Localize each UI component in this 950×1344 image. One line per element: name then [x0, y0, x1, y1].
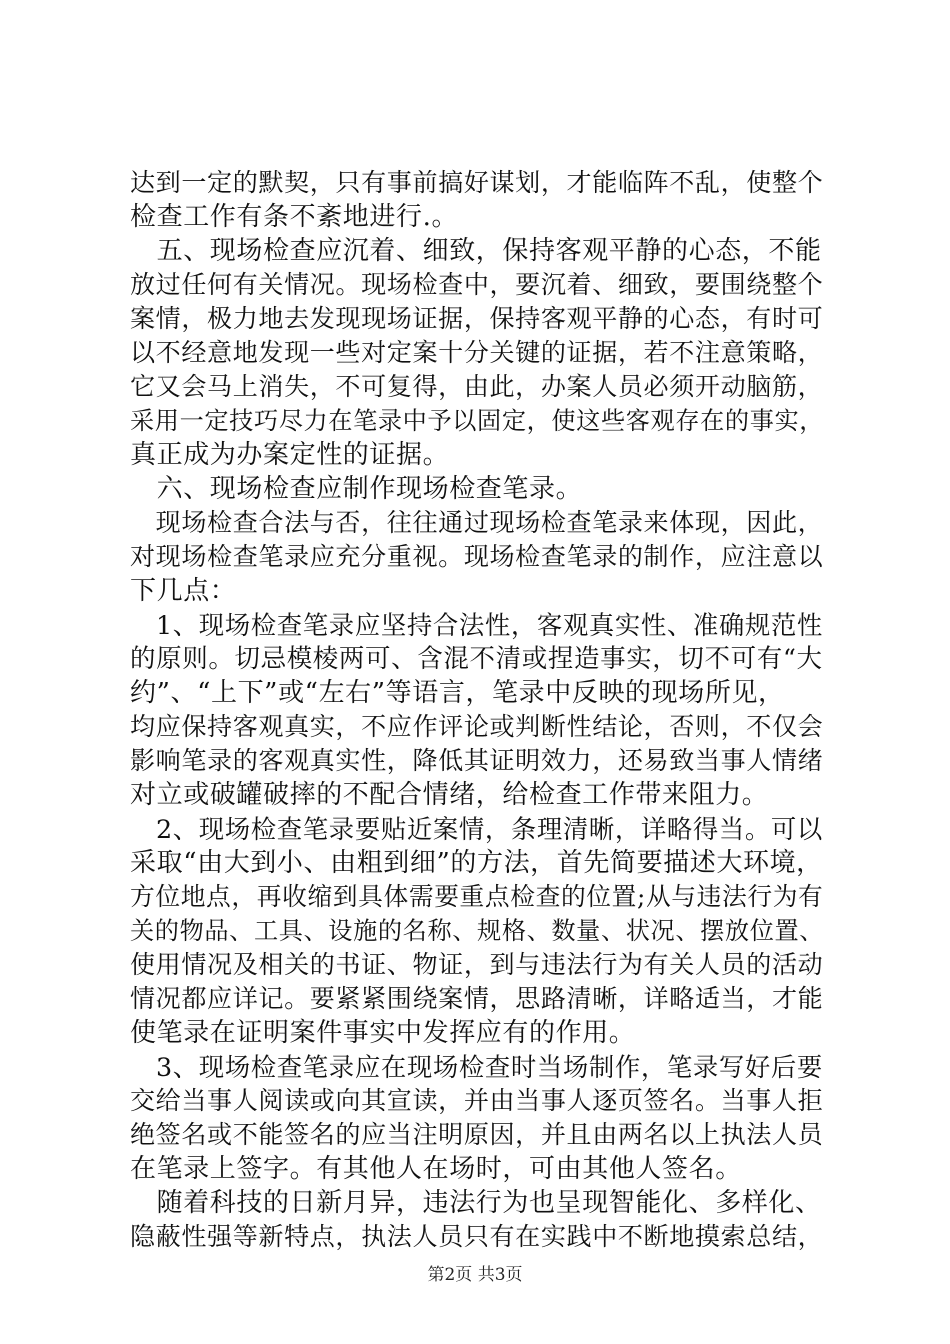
- text-line: 下几点：: [130, 576, 237, 606]
- text-line: 现场检查合法与否，往往通过现场检查笔录来体现，因此，: [130, 508, 824, 537]
- document-body: [130, 166, 830, 1254]
- text-line: 交给当事人阅读或向其宣读，并由当事人逐页签名。当事人拒: [130, 1086, 824, 1115]
- text-line: 使用情况及相关的书证、物证，到与违法行为有关人员的活动: [130, 950, 824, 979]
- text-line: 方位地点，再收缩到具体需要重点检查的位置;从与违法行为有: [130, 882, 824, 911]
- text-line: 采用一定技巧尽力在笔录中予以固定，使这些客观存在的事实，: [130, 407, 825, 435]
- text-line: 3、现场检查笔录应在现场检查时当场制作，笔录写好后要: [130, 1052, 823, 1082]
- text-line: 采取“由大到小、由粗到细”的方法，首先简要描述大环境，: [130, 848, 823, 878]
- text-line: 随着科技的日新月异，违法行为也呈现智能化、多样化、: [130, 1188, 822, 1218]
- text-line: 六、现场检查应制作现场检查笔录。: [130, 474, 583, 504]
- text-line: 均应保持客观真实，不应作评论或判断性结论，否则，不仅会: [130, 712, 824, 741]
- text-line: 它又会马上消失，不可复得，由此，办案人员必须开动脑筋，: [130, 372, 824, 401]
- text-line: 检查工作有条不紊地进行.。: [130, 202, 459, 232]
- text-line: 2、现场检查笔录要贴近案情，条理清晰，详略得当。可以: [130, 814, 823, 844]
- page-number-footer: 第2页 共3页: [427, 1265, 523, 1285]
- text-line: 使笔录在证明案件事实中发挥应有的作用。: [130, 1018, 636, 1048]
- text-line: 对立或破罐破摔的不配合情绪，给检查工作带来阻力。: [130, 780, 769, 810]
- text-line: 1、现场检查笔录应坚持合法性，客观真实性、准确规范性: [130, 610, 823, 640]
- text-line: 放过任何有关情况。现场检查中，要沉着、细致，要围绕整个: [130, 270, 824, 299]
- text-line: 达到一定的默契，只有事前搞好谋划，才能临阵不乱，使整个: [130, 168, 824, 197]
- text-line: 在笔录上签字。有其他人在场时，可由其他人签名。: [130, 1154, 742, 1184]
- text-line: 真正成为办案定性的证据。: [130, 440, 450, 470]
- text-line: 对现场检查笔录应充分重视。现场检查笔录的制作，应注意以: [130, 542, 824, 571]
- text-line: 影响笔录的客观真实性，降低其证明效力，还易致当事人情绪: [130, 746, 824, 775]
- text-line: 案情，极力地去发现现场证据，保持客观平静的心态，有时可: [130, 304, 824, 333]
- text-line: 约”、“上下”或“左右”等语言，笔录中反映的现场所见，: [130, 678, 785, 708]
- text-line: 五、现场检查应沉着、细致，保持客观平静的心态，不能: [130, 236, 822, 266]
- text-line: 以不经意地发现一些对定案十分关键的证据，若不注意策略，: [130, 338, 824, 367]
- text-line: 绝签名或不能签名的应当注明原因，并且由两名以上执法人员: [130, 1120, 824, 1149]
- text-line: 关的物品、工具、设施的名称、规格、数量、状况、摆放位置、: [130, 917, 825, 945]
- text-line: 情况都应详记。要紧紧围绕案情，思路清晰，详略适当，才能: [130, 984, 824, 1013]
- text-line: 隐蔽性强等新特点，执法人员只有在实践中不断地摸索总结，: [130, 1222, 824, 1251]
- text-line: 的原则。切忌模棱两可、含混不清或捏造事实，切不可有“大: [130, 644, 823, 674]
